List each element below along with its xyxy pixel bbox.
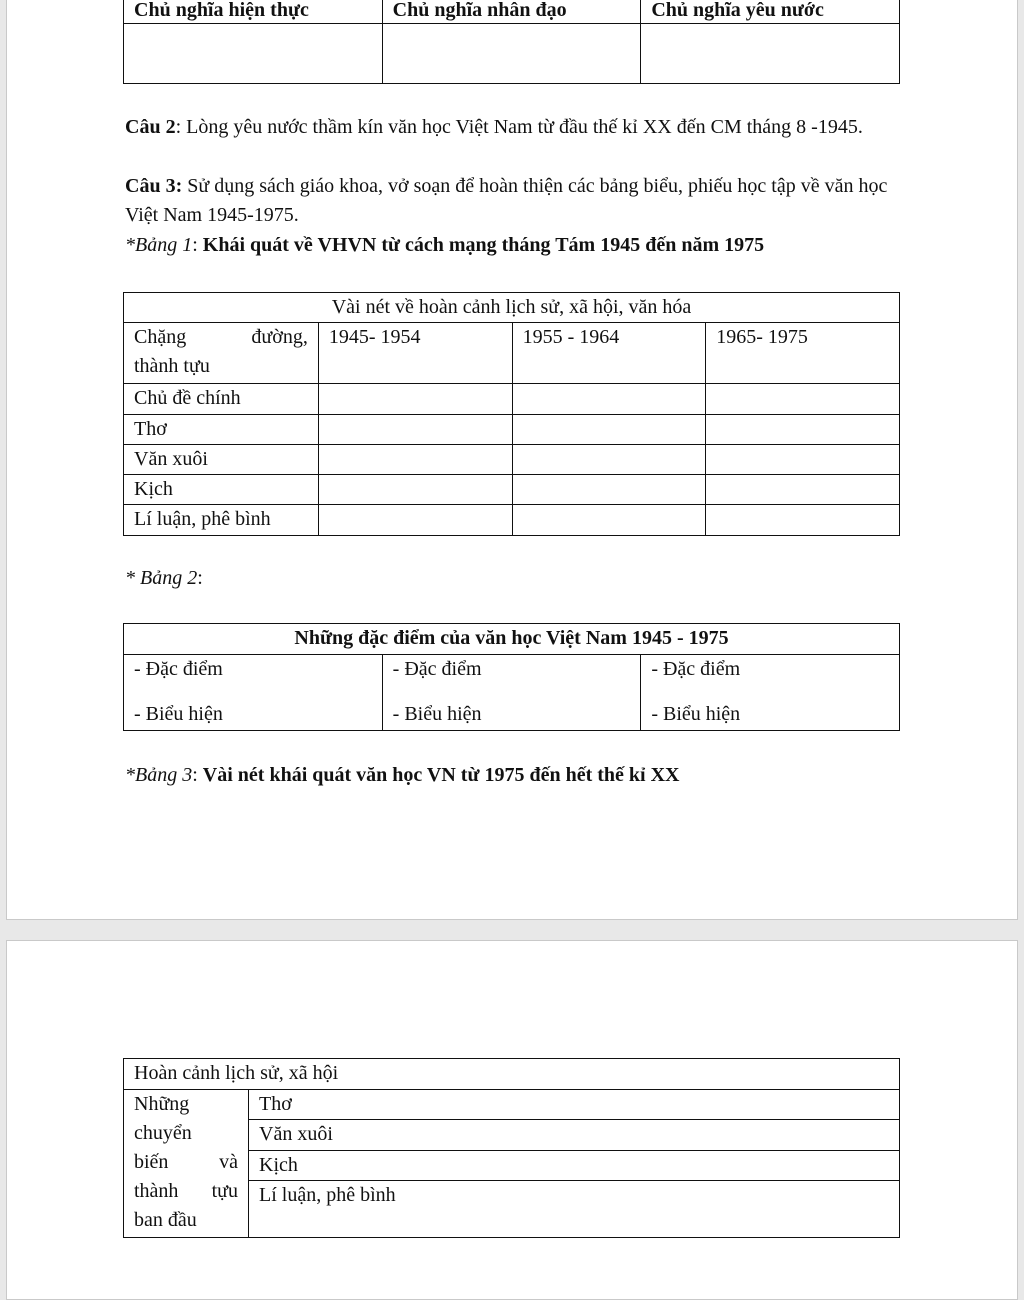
label-word: biến [134,1150,169,1173]
feature-cell[interactable] [382,655,641,731]
row-label-main-theme: Chủ đề chính [124,384,319,414]
table-1-title: Khái quát về VHVN từ cách mạng tháng Tám 1945 đến năm 1975 [202,234,765,256]
label-word: thành [134,1179,179,1202]
question-2-label: Câu 2 [125,116,176,138]
table-2 [123,623,900,731]
empty-cell[interactable] [512,505,706,535]
empty-cell[interactable] [512,384,706,414]
period-1955-1964: 1955 - 1964 [512,323,706,384]
empty-cell[interactable] [318,414,512,444]
header-humanism: Chủ nghĩa nhân đạo [382,0,641,24]
table-3-prefix: *Bảng 3 [125,764,193,786]
empty-cell[interactable] [512,414,706,444]
colon: : [192,234,203,256]
row-criticism: Lí luận, phê bình [249,1181,900,1238]
label-word: tựu [211,1179,238,1202]
row-label-drama: Kịch [124,475,319,505]
empty-cell[interactable] [706,505,900,535]
period-1965-1975: 1965- 1975 [706,323,900,384]
stage-header-word1: Chặng [134,326,187,349]
table-3-heading [125,761,900,790]
table-3 [123,1058,900,1238]
empty-cell[interactable] [706,384,900,414]
stage-header [124,323,319,384]
empty-cell[interactable] [318,505,512,535]
table-3-title: Vài nét khái quát văn học VN từ 1975 đến hết thế kỉ XX [202,764,680,786]
header-patriotism: Chủ nghĩa yêu nước [641,0,900,24]
changes-and-achievements-label [124,1089,249,1238]
row-poetry: Thơ [249,1089,900,1120]
stage-header-word2: đường, [251,326,308,349]
question-3-text: Sử dụng sách giáo khoa, vở soạn để hoàn thiện các bảng biểu, phiếu học tập về văn học Việt Nam 1945-1975. [125,175,888,226]
table-1-caption: Vài nét về hoàn cảnh lịch sử, xã hội, văn hóa [124,293,900,323]
row-label-poetry: Thơ [124,414,319,444]
header-realism: Chủ nghĩa hiện thực [124,0,383,24]
empty-cell[interactable] [318,384,512,414]
question-3 [125,172,900,230]
table-1 [123,292,900,536]
colon: : [192,764,203,786]
feature-label: - Đặc điểm [651,658,741,680]
label-line: Những [134,1092,190,1115]
question-2 [125,113,900,142]
table-2-caption: Những đặc điểm của văn học Việt Nam 1945 - 1975 [124,624,900,655]
table-3-header: Hoàn cảnh lịch sử, xã hội [124,1059,900,1090]
stage-header-line2: thành tựu [134,355,210,378]
empty-cell[interactable] [512,444,706,474]
row-drama: Kịch [249,1150,900,1181]
table-2-prefix: * Bảng 2 [125,567,198,589]
empty-cell[interactable] [706,475,900,505]
period-1945-1954: 1945- 1954 [318,323,512,384]
table-1-prefix: *Bảng 1 [125,234,193,256]
label-line: ban đầu [134,1208,197,1231]
empty-cell[interactable] [512,475,706,505]
empty-cell[interactable] [641,24,900,84]
empty-cell[interactable] [382,24,641,84]
question-2-text: : Lòng yêu nước thầm kín văn học Việt Nam từ đầu thế kỉ XX đến CM tháng 8 -1945. [175,116,863,138]
feature-cell[interactable] [641,655,900,731]
empty-cell[interactable] [124,24,383,84]
empty-cell[interactable] [318,444,512,474]
ideology-table [123,0,900,84]
empty-cell[interactable] [706,414,900,444]
label-word: và [219,1150,238,1173]
colon: : [197,567,203,589]
empty-cell[interactable] [706,444,900,474]
row-label-criticism: Lí luận, phê bình [124,505,319,535]
label-line: chuyển [134,1121,192,1144]
feature-cell[interactable] [124,655,383,731]
table-2-heading [125,564,900,593]
question-3-label: Câu 3: [125,175,183,197]
row-prose: Văn xuôi [249,1120,900,1151]
feature-label: - Đặc điểm [134,658,223,680]
feature-label: - Đặc điểm [392,658,482,680]
expression-label: - Biểu hiện [392,703,482,725]
table-1-heading [125,231,900,260]
expression-label: - Biểu hiện [651,703,741,725]
empty-cell[interactable] [318,475,512,505]
expression-label: - Biểu hiện [134,703,223,725]
row-label-prose: Văn xuôi [124,444,319,474]
